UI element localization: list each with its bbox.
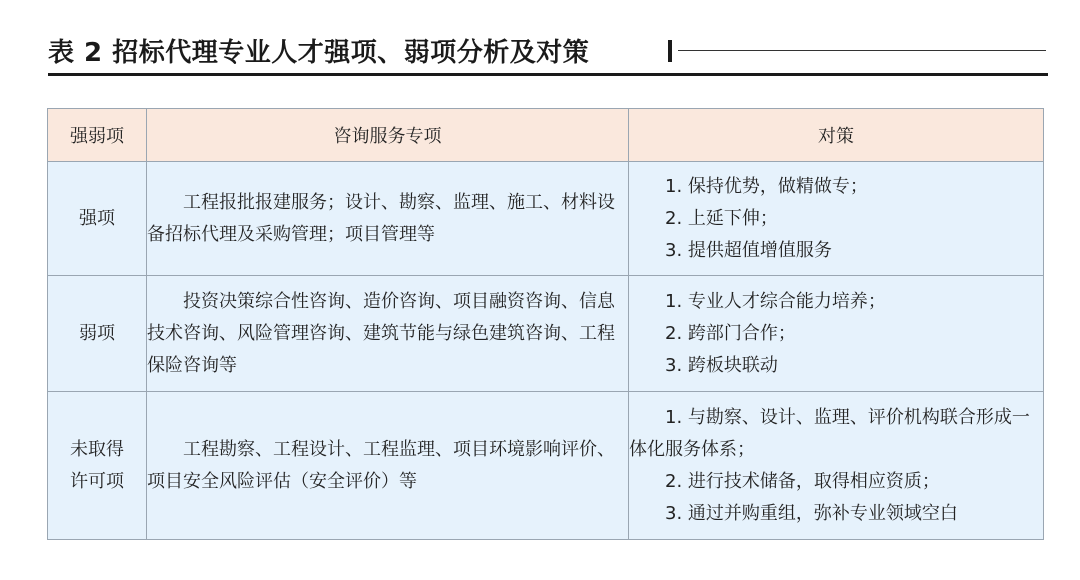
analysis-table <box>47 108 1044 540</box>
table-title: 表 2 招标代理专业人才强项、弱项分析及对策 <box>48 38 590 68</box>
measure-item: 2. 进行技术储备，取得相应资质； <box>665 470 940 492</box>
measure-item: 3. 提供超值增值服务 <box>665 239 832 261</box>
measure-item: 2. 跨部门合作； <box>665 322 796 344</box>
category-text: 未取得许可项 <box>70 438 124 492</box>
table-row <box>48 276 1044 392</box>
title-marker <box>668 40 672 62</box>
header-category: 强弱项 <box>48 109 147 162</box>
measure-item: 3. 通过并购重组，弥补专业领域空白 <box>665 502 958 524</box>
table-row <box>48 392 1044 540</box>
title-hairline <box>678 50 1046 51</box>
measures-cell <box>629 276 1044 392</box>
measure-item: 3. 跨板块联动 <box>665 354 778 376</box>
measures-cell <box>629 162 1044 276</box>
service-cell <box>147 392 629 540</box>
header-service: 咨询服务专项 <box>147 109 629 162</box>
measure-item: 2. 上延下伸； <box>665 207 778 229</box>
service-cell <box>147 162 629 276</box>
table-header-row <box>48 109 1044 162</box>
measure-item: 1. 专业人才综合能力培养； <box>665 290 886 312</box>
table-row <box>48 162 1044 276</box>
category-cell: 强项 <box>48 162 147 276</box>
measures-cell <box>629 392 1044 540</box>
category-cell: 弱项 <box>48 276 147 392</box>
category-cell <box>48 392 147 540</box>
header-measures: 对策 <box>629 109 1044 162</box>
service-text: 投资决策综合性咨询、造价咨询、项目融资咨询、信息技术咨询、风险管理咨询、建筑节能与绿色建筑咨询、工程保险咨询等 <box>147 290 615 376</box>
table-title-bar <box>48 28 1048 78</box>
service-cell <box>147 276 629 392</box>
service-text: 工程报批报建服务；设计、勘察、监理、施工、材料设备招标代理及采购管理；项目管理等 <box>147 191 615 245</box>
measure-item: 1. 与勘察、设计、监理、评价机构联合形成一体化服务体系； <box>629 406 1030 460</box>
service-text: 工程勘察、工程设计、工程监理、项目环境影响评价、项目安全风险评估（安全评价）等 <box>147 438 615 492</box>
measure-item: 1. 保持优势，做精做专； <box>665 175 868 197</box>
title-underline <box>48 73 1048 76</box>
